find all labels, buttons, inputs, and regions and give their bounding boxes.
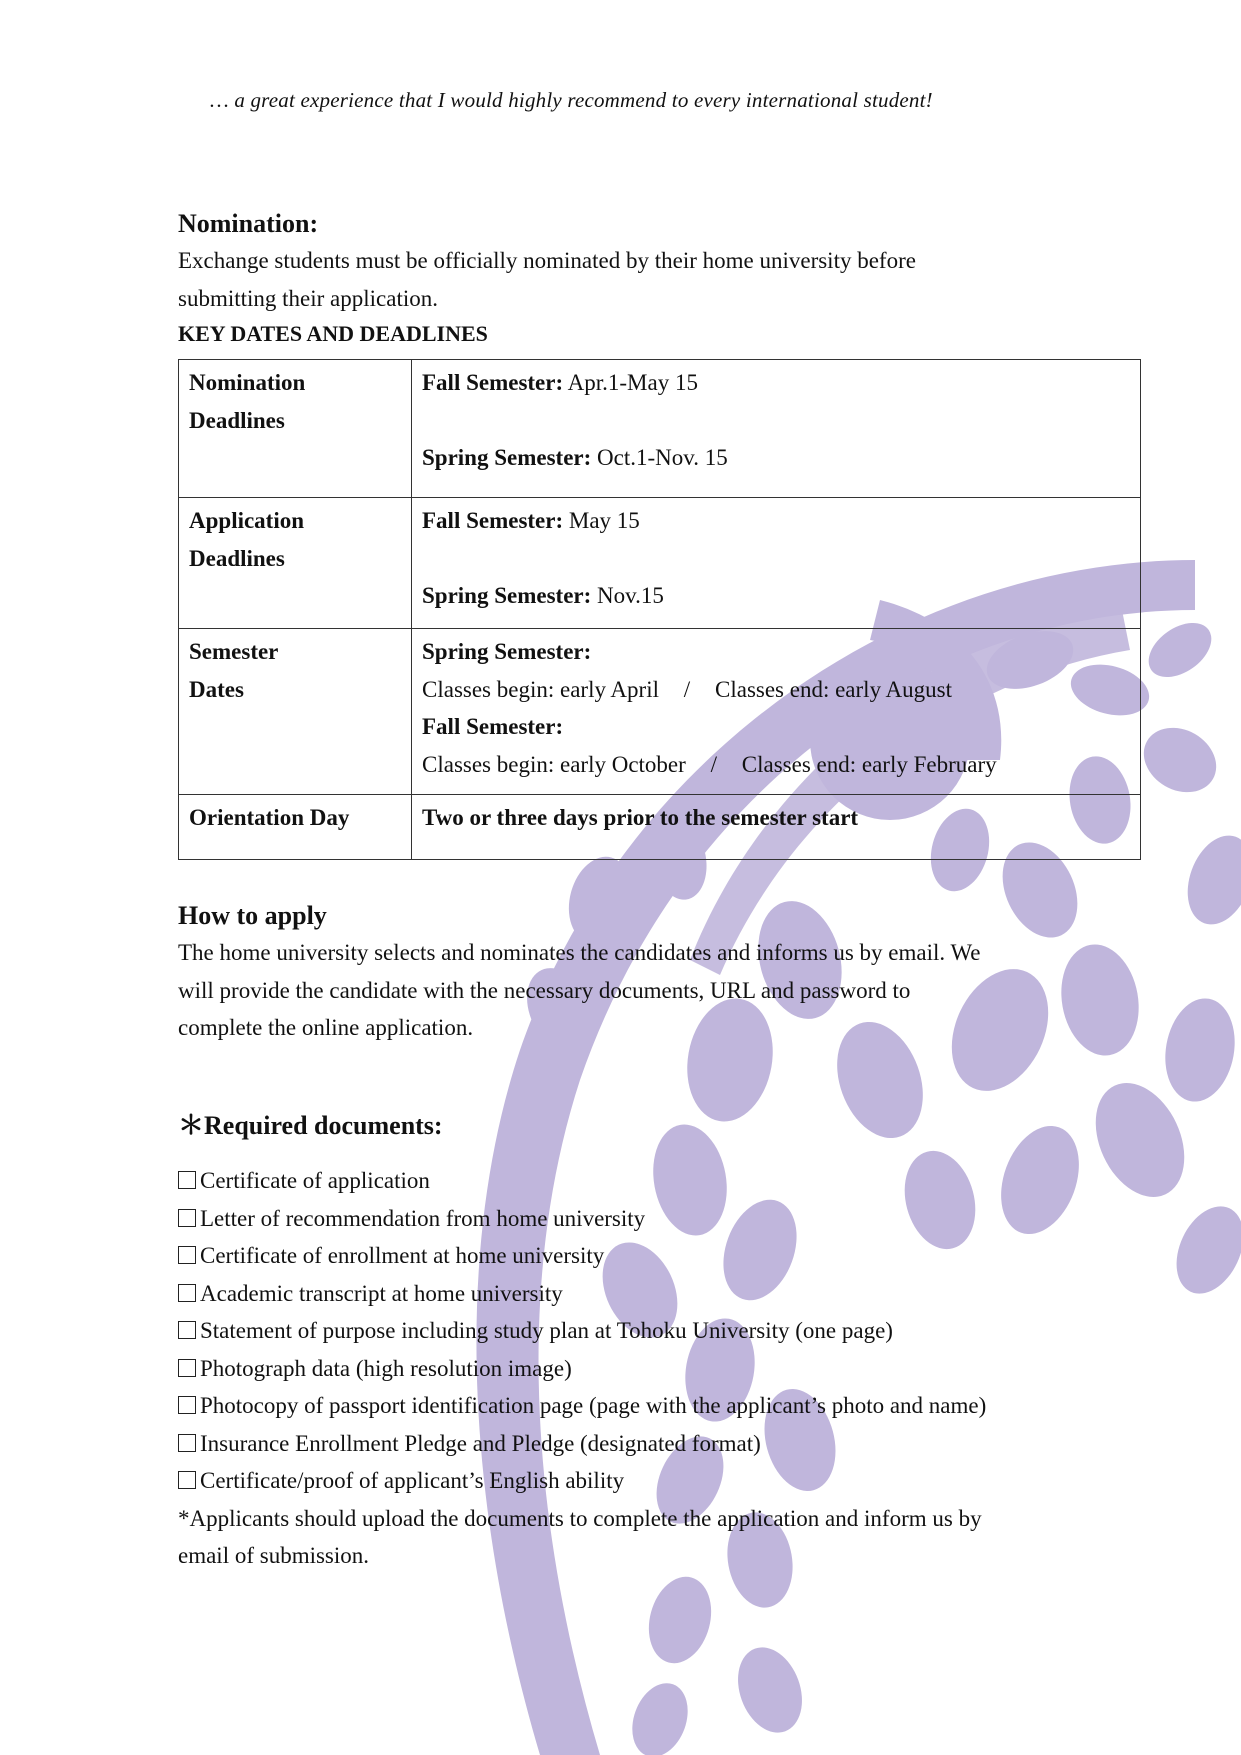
list-item — [178, 1425, 1178, 1463]
nomination-section — [178, 206, 1078, 351]
how-to-apply-line2: will provide the candidate with the necessary documents, URL and password to — [178, 977, 911, 1003]
list-item-text: Statement of purpose including study plan at Tohoku University (one page) — [200, 1318, 893, 1343]
fall-semester-label: Fall Semester: — [422, 508, 564, 533]
list-item — [178, 1200, 1178, 1238]
row-label-line: Deadlines — [189, 407, 285, 433]
fall-semester-value: Apr.1-May 15 — [563, 370, 698, 395]
list-item-text: Photograph data (high resolution image) — [200, 1355, 572, 1381]
row-label — [179, 629, 412, 795]
checkbox-icon — [178, 1321, 196, 1339]
list-item-text: Photocopy of passport identification page (page with the applicant’s photo and name) — [200, 1393, 987, 1418]
orientation-value: Two or three days prior to the semester start — [422, 805, 859, 830]
row-label-line: Semester — [189, 639, 279, 664]
list-item-text: Academic transcript at home university — [200, 1280, 563, 1306]
testimonial-quote: … a great experience that I would highly recommend to every international student! — [210, 88, 933, 112]
spring-semester-label: Spring Semester: — [422, 445, 592, 470]
row-label-line: Orientation Day — [189, 805, 350, 830]
fall-semester-value: May 15 — [563, 508, 640, 533]
table-row — [179, 629, 1141, 795]
fall-semester-label: Fall Semester: — [422, 714, 564, 739]
key-dates-table — [178, 359, 1141, 860]
row-label — [179, 360, 412, 498]
list-item — [178, 1350, 1178, 1388]
table-row — [179, 795, 1141, 860]
checkbox-icon — [178, 1246, 196, 1264]
required-documents-section — [178, 1108, 1178, 1575]
row-label-line: Application — [189, 508, 305, 533]
how-to-apply-heading: How to apply — [178, 901, 327, 930]
table-row — [179, 360, 1141, 498]
spring-semester-label: Spring Semester: — [422, 583, 592, 608]
list-item-text: Insurance Enrollment Pledge and Pledge (designated format) — [200, 1430, 761, 1456]
spring-semester-value: Oct.1-Nov. 15 — [591, 445, 728, 470]
list-item — [178, 1237, 1178, 1275]
required-documents-list — [178, 1162, 1178, 1575]
separator: / — [710, 751, 717, 777]
list-item-text: Certificate of application — [200, 1168, 430, 1193]
row-label — [179, 498, 412, 629]
row-value — [412, 360, 1141, 498]
submission-note-line1: *Applicants should upload the documents to complete the application and inform us by — [178, 1505, 982, 1531]
how-to-apply-line1: The home university selects and nominates the candidates and informs us by email. We — [178, 940, 981, 965]
fall-classes-end: Classes end: early February — [741, 751, 997, 777]
row-value — [412, 498, 1141, 629]
checkbox-icon — [178, 1209, 196, 1227]
list-item — [178, 1162, 1178, 1200]
separator: / — [683, 676, 691, 702]
list-item-text: Certificate of enrollment at home university — [200, 1243, 605, 1268]
row-value — [412, 795, 1141, 860]
spring-classes-begin: Classes begin: early April — [422, 676, 659, 702]
spring-semester-label: Spring Semester: — [422, 639, 592, 664]
submission-note-line2: email of submission. — [178, 1543, 370, 1568]
checkbox-icon — [178, 1396, 196, 1414]
row-label-line: Dates — [189, 676, 244, 702]
table-row — [179, 498, 1141, 629]
nomination-heading: Nomination: — [178, 209, 319, 238]
list-item — [178, 1275, 1178, 1313]
checkbox-icon — [178, 1471, 196, 1489]
how-to-apply-line3: complete the online application. — [178, 1015, 474, 1040]
row-label-line: Nomination — [189, 370, 306, 395]
list-item — [178, 1462, 1178, 1500]
list-item — [178, 1312, 1178, 1350]
required-documents-heading: ＊Required documents: — [178, 1111, 443, 1140]
row-label-line: Deadlines — [189, 545, 285, 571]
nomination-text-line1: Exchange students must be officially nominated by their home university before — [178, 248, 916, 273]
key-dates-label: KEY DATES AND DEADLINES — [178, 321, 488, 346]
row-label — [179, 795, 412, 860]
list-item-text: Letter of recommendation from home university — [200, 1205, 646, 1231]
fall-semester-label: Fall Semester: — [422, 370, 564, 395]
checkbox-icon — [178, 1434, 196, 1452]
row-value — [412, 629, 1141, 795]
checkbox-icon — [178, 1284, 196, 1302]
checkbox-icon — [178, 1171, 196, 1189]
list-item — [178, 1387, 1178, 1425]
spring-classes-end: Classes end: early August — [715, 676, 952, 702]
list-item-text: Certificate/proof of applicant’s English ability — [200, 1468, 625, 1493]
how-to-apply-section — [178, 898, 1178, 1047]
nomination-text-line2: submitting their application. — [178, 285, 438, 311]
checkbox-icon — [178, 1359, 196, 1377]
fall-classes-begin: Classes begin: early October — [422, 751, 686, 777]
spring-semester-value: Nov.15 — [591, 583, 664, 608]
